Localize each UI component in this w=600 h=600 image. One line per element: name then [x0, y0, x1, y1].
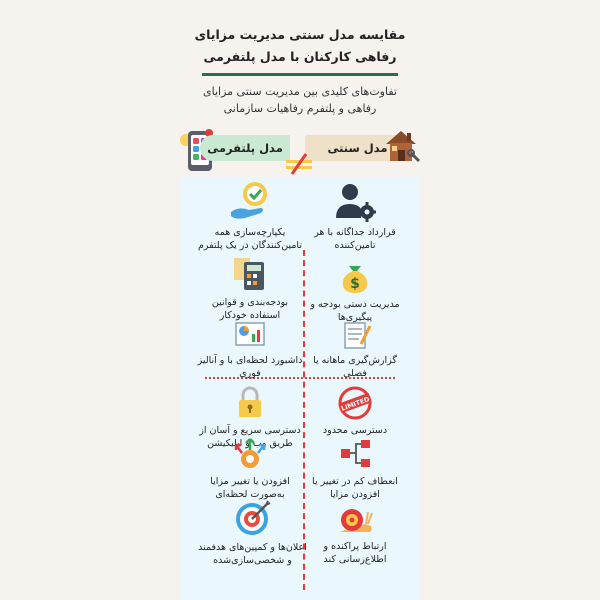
- flowchart-icon: [337, 437, 373, 471]
- platform-item-2-text: بودجه‌بندی و قوانین استفاده خودکار: [211, 297, 289, 321]
- traditional-item-2: [305, 258, 405, 324]
- page-title: مقایسه مدل سنتی مدیریت مزایای رفاهی کارکنان با مدل پلتفرمی: [194, 27, 406, 64]
- platform-item-5: [197, 437, 303, 501]
- traditional-item-3-text: گزارش‌گیری ماهانه یا فصلی: [313, 355, 397, 379]
- traditional-item-3: [305, 320, 405, 380]
- page-subtitle: تفاوت‌های کلیدی بین مدیریت سنتی مزایای رفاهی و پلتفرم رفاهیات سازمانی: [203, 85, 397, 115]
- traditional-item-5-text: انعطاف کم در تغییر یا افزودن مزایا: [312, 476, 398, 500]
- traditional-item-4-text: دسترسی محدود: [322, 425, 388, 436]
- platform-model-header: مدل پلتفرمی: [200, 135, 290, 161]
- traditional-item-1: [305, 182, 405, 252]
- hand-check-icon: [225, 180, 275, 222]
- dashboard-icon: [230, 320, 270, 350]
- traditional-item-2-text: مدیریت دستی بودجه و پیگیری‌ها: [310, 299, 400, 323]
- platform-item-2: [197, 254, 303, 322]
- platform-item-1-text: یکپارچه‌سازی همه تامین‌کنندگان در یک پلتفرم: [198, 227, 302, 251]
- target-icon: [233, 499, 273, 537]
- platform-item-3-text: داشبورد لحظه‌ای با و آنالیز فوری: [197, 355, 303, 379]
- traditional-item-6: [305, 500, 405, 566]
- traditional-item-6-text: ارتباط پراکنده و اطلاع‌رسانی کند: [323, 541, 387, 565]
- title-divider: [202, 73, 398, 76]
- versus-mark-icon: [284, 152, 314, 176]
- platform-item-6-text: اعلان‌ها و کمپین‌های هدفمند و شخصی‌سازی‌شده: [198, 542, 307, 566]
- traditional-item-1-text: قرارداد جداگانه با هر تامین‌کننده: [314, 227, 396, 251]
- platform-item-6: [195, 499, 310, 567]
- user-gear-icon: [334, 182, 376, 222]
- traditional-item-5: [305, 437, 405, 501]
- calculator-icon: [230, 254, 270, 292]
- gear-arrows-icon: [230, 437, 270, 471]
- limited-stamp-label: LIMITED: [340, 395, 371, 413]
- traditional-model-header: مدل سنتی: [305, 135, 410, 161]
- platform-item-1: [195, 180, 305, 252]
- padlock-icon: [232, 384, 268, 420]
- traditional-item-4: [305, 386, 405, 437]
- svg-text:$: $: [350, 276, 360, 292]
- notepad-icon: [337, 320, 373, 350]
- snail-icon: [335, 500, 375, 536]
- platform-item-5-text: افزودن یا تغییر مزایا به‌صورت لحظه‌ای: [210, 476, 290, 500]
- limited-stamp-icon: [337, 386, 373, 420]
- money-bag-icon: [335, 258, 375, 294]
- platform-item-4-text: دسترسی سریع و آسان از طریق وب و اپلیکیشن: [199, 425, 301, 449]
- house-tools-icon: [383, 127, 421, 165]
- platform-item-3: [197, 320, 303, 380]
